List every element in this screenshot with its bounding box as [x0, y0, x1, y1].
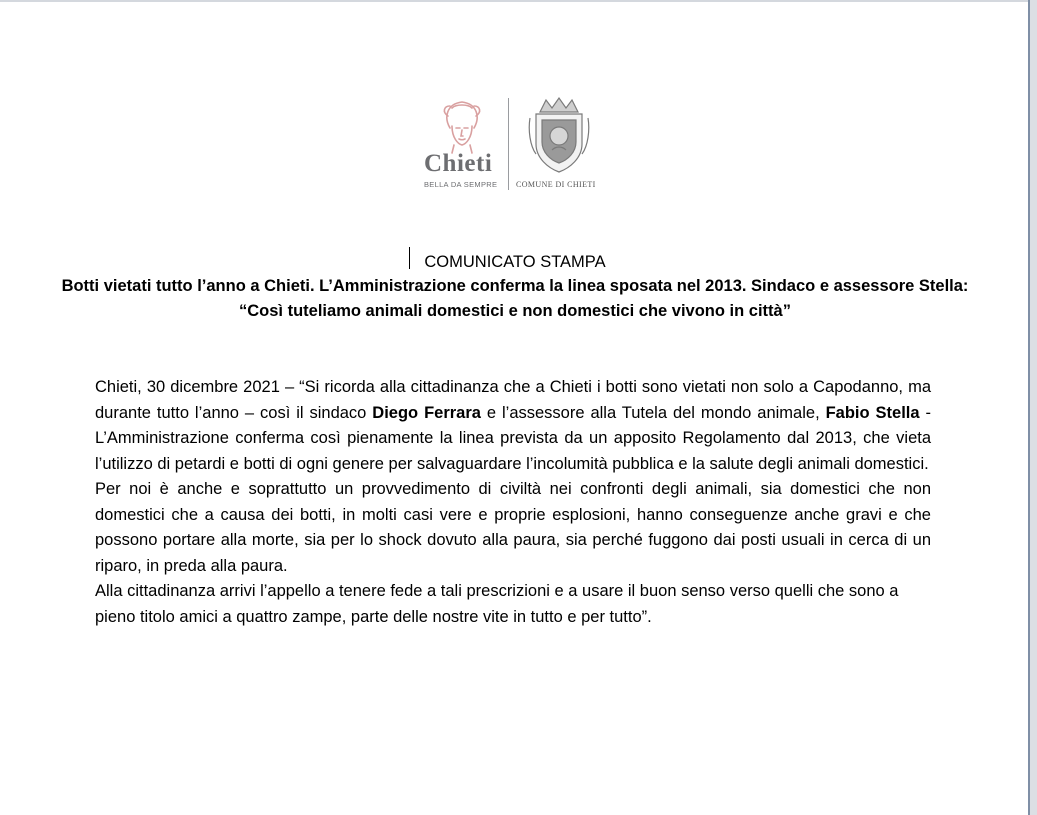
chieti-head-logo-icon	[432, 98, 492, 154]
city-crest-icon	[526, 96, 592, 176]
header-logo	[420, 94, 610, 194]
page-right-edge	[1028, 0, 1037, 815]
document-title: COMUNICATO STAMPA	[424, 253, 606, 271]
crest-caption: COMUNE DI CHIETI	[516, 180, 596, 189]
logo-divider	[508, 98, 509, 190]
paragraph-1-text-c: - L’Amministrazione conferma così pienamente la linea prevista da un apposito Regolamento dal 2013, che vieta l’utilizzo di petardi e botti di ogni genere per salvaguardare l’incolumità pubblica e la salute degli animali domestici.	[95, 403, 931, 473]
document-body	[95, 375, 931, 630]
paragraph-1-text-b: e l’assessore alla Tutela del mondo animale,	[480, 403, 826, 422]
paragraph-1	[95, 375, 931, 477]
logo-wordmark: Chieti	[424, 150, 493, 177]
paragraph-1-text-a: Chieti, 30 dicembre 2021 – “Si ricorda alla cittadinanza che a Chieti i botti sono vietati non solo a Capodanno, ma durante tutto l’anno – così il sindaco	[95, 378, 931, 422]
document-headline: Botti vietati tutto l’anno a Chieti. L’Amministrazione conferma la linea sposata nel 2013. Sindaco e assessore Stella: “Così tuteliamo animali domestici e non domestici che vivono in città”	[61, 277, 969, 320]
paragraph-3: Alla cittadinanza arrivi l’appello a tenere fede a tali prescrizioni e a usare il buon senso verso quelli che sono a pieno titolo amici a quattro zampe, parte delle nostre vite in tutto e per tutto”.	[95, 582, 899, 626]
page-top-edge	[0, 0, 1030, 2]
councillor-name: Fabio Stella	[825, 403, 920, 422]
logo-tagline: BELLA DA SEMPRE	[424, 180, 498, 189]
mayor-name: Diego Ferrara	[372, 403, 481, 422]
paragraph-2: Per noi è anche e soprattutto un provvedimento di civiltà nei confronti degli animali, sia domestici che non domestici che a causa dei botti, in molti casi vere e proprie esplosioni, hanno conseguenze anche gravi e che possono portare alla morte, sia per lo shock dovuto alla paura, sia perché fuggono dai posti usuali in cerca di un riparo, in preda alla paura.	[95, 480, 931, 575]
